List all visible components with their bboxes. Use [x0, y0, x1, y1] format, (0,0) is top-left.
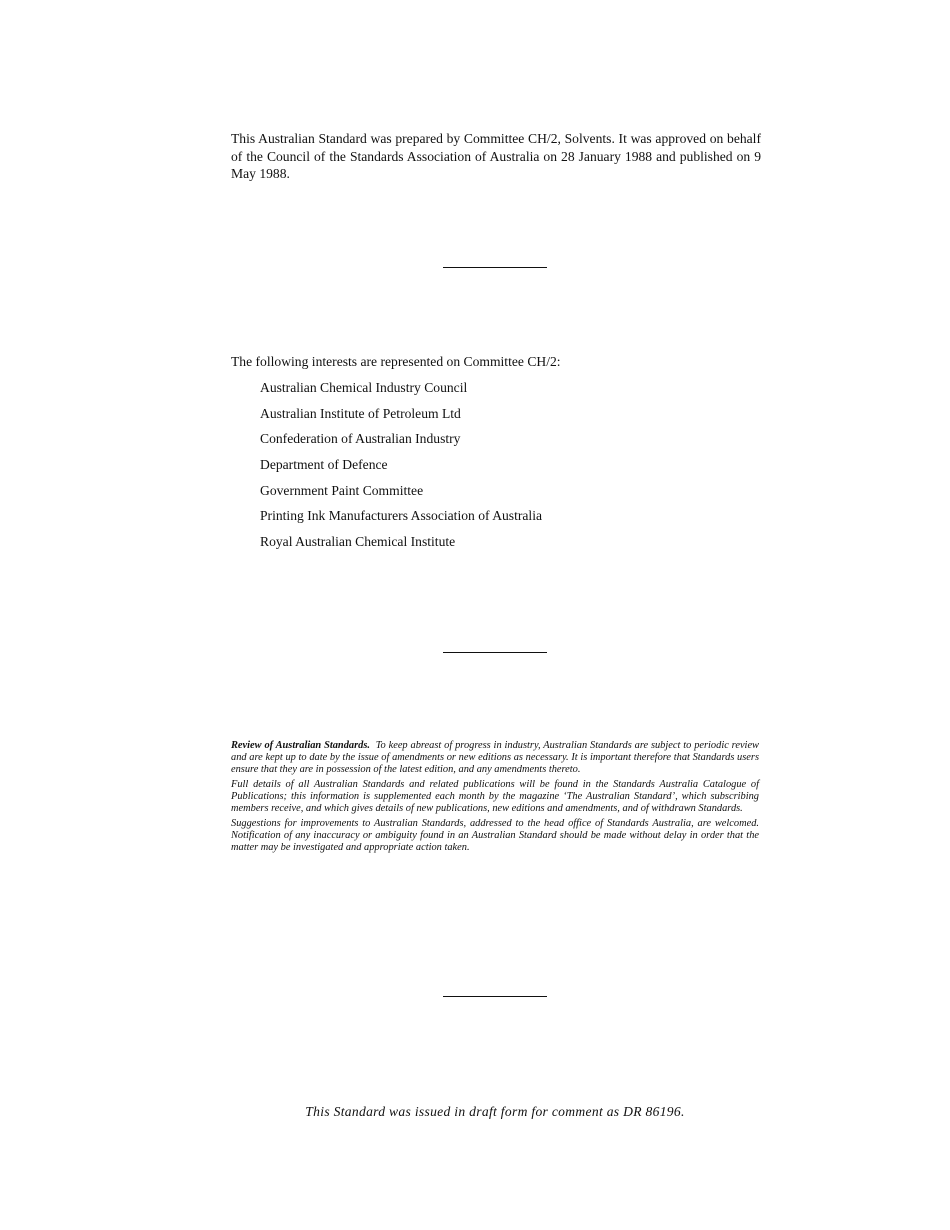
- committee-member: Confederation of Australian Industry: [260, 431, 461, 447]
- draft-note: This Standard was issued in draft form for comment as DR 86196.: [305, 1104, 685, 1119]
- divider-rule: [443, 996, 547, 997]
- catalogue-paragraph: Full details of all Australian Standards and related publications will be found in the Standards Australia Catalogue of Publications; this information is supplemented each month by the magazine ‘The Australian Standard’, which subscribing members receive, and which gives details of new publications, new editions and amendments, and of withdrawn Standards.: [231, 779, 759, 814]
- review-text: To keep abreast of progress in industry, Australian Standards are subject to periodic review and are kept up to date by the issue of amendments or new editions as necessary. It is important therefore that Standards users ensure that they are in possession of the latest edition, and any amendments thereto.: [231, 740, 759, 775]
- review-heading: Review of Australian Standards.: [231, 740, 370, 751]
- divider-rule: [443, 267, 547, 268]
- review-paragraph: [231, 740, 759, 776]
- committee-member: Printing Ink Manufacturers Association of Australia: [260, 508, 543, 524]
- committee-intro: The following interests are represented on Committee CH/2:: [231, 354, 561, 369]
- suggestions-paragraph: Suggestions for improvements to Australian Standards, addressed to the head office of Standards Australia, are welcomed. Notification of any inaccuracy or ambiguity found in an Australian Standard should be made without delay in order that the matter may be investigated and appropriate action taken.: [231, 818, 759, 853]
- approval-statement: This Australian Standard was prepared by Committee CH/2, Solvents. It was approved on behalf of the Council of the Standards Association of Australia on 28 January 1988 and published on 9 May 1988.: [231, 131, 761, 182]
- divider-rule: [443, 652, 547, 653]
- review-notes: [231, 740, 759, 857]
- committee-member: Australian Chemical Industry Council: [260, 380, 468, 395]
- committee-member: Royal Australian Chemical Institute: [260, 534, 456, 550]
- committee-members-list: [260, 379, 542, 559]
- committee-member: Australian Institute of Petroleum Ltd: [260, 405, 461, 421]
- committee-member: Department of Defence: [260, 457, 388, 473]
- committee-member: Government Paint Committee: [260, 482, 424, 498]
